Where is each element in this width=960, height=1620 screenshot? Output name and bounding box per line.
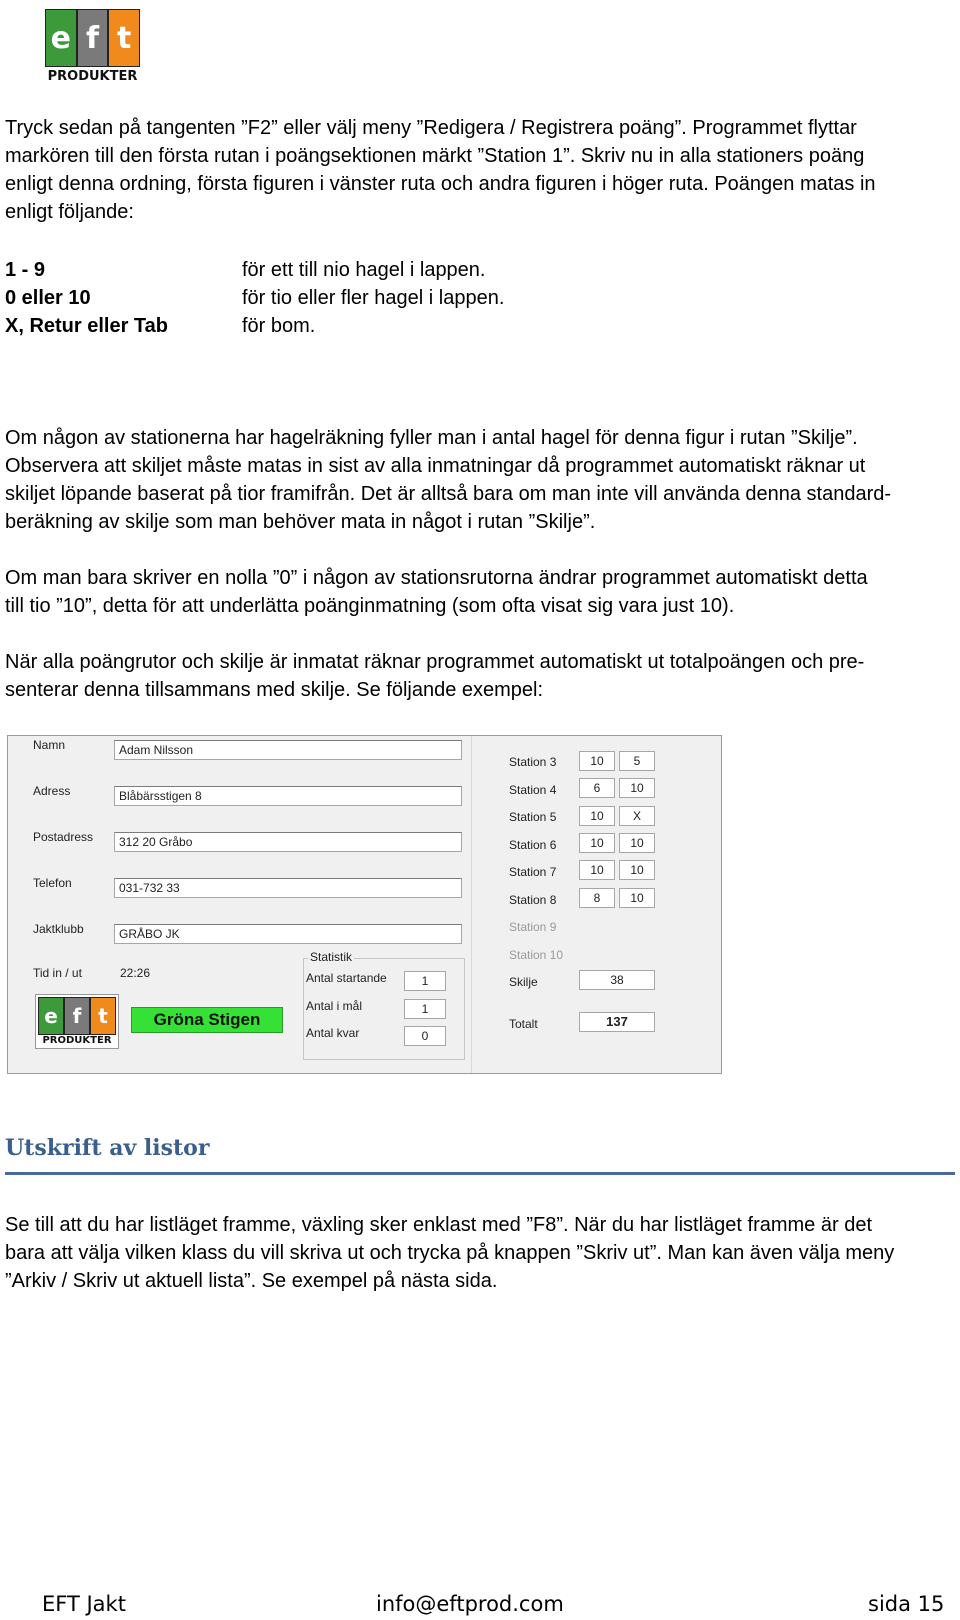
station-score-2[interactable]: 10: [619, 833, 655, 853]
time-value: 22:26: [120, 966, 151, 980]
address-label: Adress: [33, 784, 71, 798]
station-score-2[interactable]: 10: [619, 778, 655, 798]
in-goal-field[interactable]: 1: [404, 999, 446, 1019]
key-label: 0 eller 10: [5, 287, 91, 309]
zero-paragraph: [5, 564, 935, 620]
postal-address-field[interactable]: 312 20 Gråbo: [114, 832, 462, 852]
skilje-field[interactable]: 38: [579, 970, 655, 990]
remaining-field[interactable]: 0: [404, 1026, 446, 1046]
statistics-legend: Statistik: [310, 950, 353, 964]
time-label: Tid in / ut: [33, 966, 82, 980]
form-logo-word: PRODUKTER: [42, 1035, 112, 1046]
key-description: för bom.: [242, 315, 316, 337]
form-logo-tiles: [38, 997, 116, 1035]
started-label: Antal startande: [306, 971, 387, 985]
column-divider: [471, 736, 472, 1073]
station-score-2[interactable]: X: [619, 806, 655, 826]
remaining-label: Antal kvar: [306, 1026, 360, 1040]
text-line: enligt denna ordning, första figuren i vänster ruta och andra figuren i höger ruta. Poängen matas in: [5, 173, 876, 195]
text-line: Tryck sedan på tangenten ”F2” eller välj meny ”Redigera / Registrera poäng”. Programmet flyttar: [5, 117, 857, 139]
text-line: Om man bara skriver en nolla ”0” i någon av stationsrutorna ändrar programmet automatiskt detta: [5, 567, 868, 589]
logo-word: PRODUKTER: [47, 69, 138, 84]
started-field[interactable]: 1: [404, 971, 446, 991]
form-logo-tile-t: t: [90, 997, 116, 1035]
station-score-1[interactable]: 10: [579, 833, 615, 853]
intro-paragraph: [5, 114, 935, 226]
station-score-1[interactable]: 10: [579, 860, 615, 880]
logo-tiles: [45, 9, 140, 67]
key-description: för tio eller fler hagel i lappen.: [242, 287, 505, 309]
name-label: Namn: [33, 738, 66, 752]
text-line: Se till att du har listläget framme, växling sker enklast med ”F8”. När du har listläget framme är det: [5, 1214, 873, 1236]
text-line: beräkning av skilje som man behöver mata in något i rutan ”Skilje”.: [5, 511, 596, 533]
station-score-2[interactable]: 10: [619, 860, 655, 880]
key-label: 1 - 9: [5, 259, 46, 281]
form-logo-tile-f: f: [64, 997, 90, 1035]
footer-left: EFT Jakt: [42, 1592, 126, 1616]
skilje-paragraph: [5, 424, 935, 536]
section-heading: Utskrift av listor: [5, 1135, 210, 1161]
postal-address-label: Postadress: [33, 830, 94, 844]
station-label: Station 5: [509, 810, 557, 824]
name-field[interactable]: Adam Nilsson: [114, 740, 462, 760]
text-line: ”Arkiv / Skriv ut aktuell lista”. Se exempel på nästa sida.: [5, 1270, 498, 1292]
station-score-2[interactable]: 5: [619, 751, 655, 771]
form-logo-tile-e: e: [38, 997, 64, 1035]
text-line: markören till den första rutan i poängsektionen märkt ”Station 1”. Skriv nu in alla stationers poäng: [5, 145, 865, 167]
key-label: X, Retur eller Tab: [5, 315, 169, 337]
statistics-group: [303, 950, 465, 1060]
station-score-1[interactable]: 8: [579, 888, 615, 908]
in-goal-label: Antal i mål: [306, 999, 363, 1013]
station-label: Station 4: [509, 783, 557, 797]
eft-logo: [45, 9, 140, 84]
footer-page-number: sida 15: [868, 1592, 945, 1616]
text-line: skiljet löpande baserat på tior framifrån. Det är alltså bara om man inte vill använda denna standard-: [5, 483, 892, 505]
text-line: enligt följande:: [5, 201, 134, 223]
club-label: Jaktklubb: [33, 922, 84, 936]
station-score-1[interactable]: 10: [579, 751, 615, 771]
course-name-banner: Gröna Stigen: [131, 1007, 283, 1033]
print-paragraph: [5, 1211, 935, 1295]
club-field[interactable]: GRÅBO JK: [114, 924, 462, 944]
station-score-2[interactable]: 10: [619, 888, 655, 908]
footer-email[interactable]: info@eftprod.com: [376, 1592, 564, 1616]
total-label: Totalt: [509, 1017, 538, 1031]
text-line: senterar denna tillsammans med skilje. Se följande exempel:: [5, 679, 544, 701]
text-line: bara att välja vilken klass du vill skriva ut och trycka på knappen ”Skriv ut”. Man kan även välja meny: [5, 1242, 895, 1264]
station-label: Station 6: [509, 838, 557, 852]
phone-field[interactable]: 031-732 33: [114, 878, 462, 898]
key-description: för ett till nio hagel i lappen.: [242, 259, 486, 281]
text-line: När alla poängrutor och skilje är inmatat räknar programmet automatiskt ut totalpoängen och pre-: [5, 651, 865, 673]
text-line: Observera att skiljet måste matas in sist av alla inmatningar då programmet automatiskt räknar ut: [5, 455, 866, 477]
station-score-1[interactable]: 6: [579, 778, 615, 798]
heading-rule: [5, 1172, 955, 1175]
skilje-label: Skilje: [509, 975, 538, 989]
text-line: till tio ”10”, detta för att underlätta poänginmatning (som ofta visat sig vara just 10).: [5, 595, 735, 617]
station-label: Station 8: [509, 893, 557, 907]
station-label: Station 9: [509, 920, 557, 934]
form-eft-logo: [35, 994, 119, 1049]
station-label: Station 10: [509, 948, 564, 962]
logo-tile-e: e: [45, 9, 77, 67]
station-score-1[interactable]: 10: [579, 806, 615, 826]
logo-tile-f: f: [77, 9, 109, 67]
address-field[interactable]: Blåbärsstigen 8: [114, 786, 462, 806]
registration-form-screenshot: [7, 735, 722, 1074]
station-label: Station 3: [509, 755, 557, 769]
phone-label: Telefon: [33, 876, 72, 890]
total-field: 137: [579, 1012, 655, 1032]
logo-tile-t: t: [108, 9, 140, 67]
text-line: Om någon av stationerna har hagelräkning fyller man i antal hagel för denna figur i rutan ”Skilje”.: [5, 427, 858, 449]
station-label: Station 7: [509, 865, 557, 879]
total-paragraph: [5, 648, 935, 704]
